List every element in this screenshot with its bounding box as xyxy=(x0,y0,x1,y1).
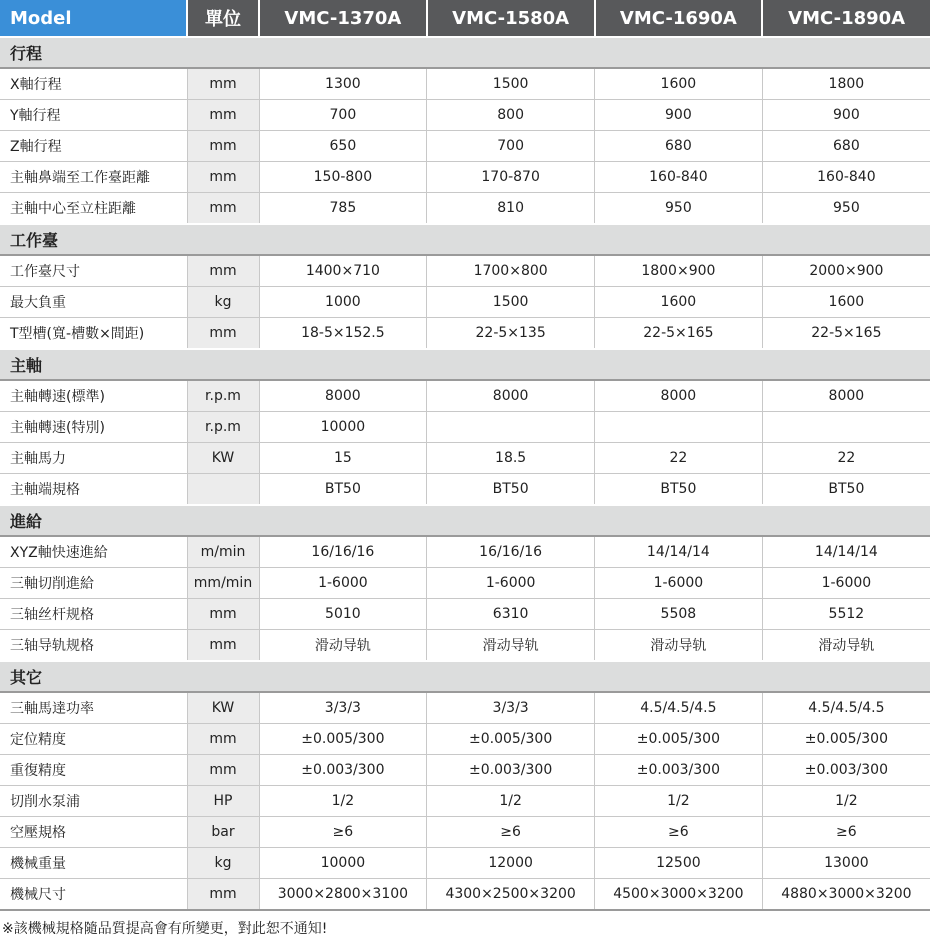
spec-label: Z軸行程 xyxy=(0,131,187,162)
spec-value: 1300 xyxy=(259,68,427,100)
spec-value: ≥6 xyxy=(427,817,595,848)
table-row xyxy=(0,255,930,287)
spec-value: ≥6 xyxy=(259,817,427,848)
spec-label: 主軸鼻端至工作臺距離 xyxy=(0,162,187,193)
model-column-header: VMC-1370A xyxy=(259,0,427,37)
spec-value: 800 xyxy=(427,100,595,131)
spec-label: 機械尺寸 xyxy=(0,879,187,911)
spec-unit: mm xyxy=(187,68,259,100)
spec-value: 3/3/3 xyxy=(259,692,427,724)
table-row xyxy=(0,380,930,412)
model-column-header: VMC-1890A xyxy=(762,0,930,37)
table-row xyxy=(0,786,930,817)
table-row xyxy=(0,755,930,786)
spec-value: 4.5/4.5/4.5 xyxy=(762,692,930,724)
spec-value: 8000 xyxy=(259,380,427,412)
spec-value: 1/2 xyxy=(427,786,595,817)
spec-value: 22-5×135 xyxy=(427,318,595,350)
spec-value: ±0.003/300 xyxy=(595,755,763,786)
spec-value: 700 xyxy=(427,131,595,162)
spec-value: 1000 xyxy=(259,287,427,318)
table-row xyxy=(0,443,930,474)
spec-value: 滑动导轨 xyxy=(427,630,595,662)
spec-value: 1-6000 xyxy=(427,568,595,599)
spec-value: 1800×900 xyxy=(595,255,763,287)
spec-unit: mm xyxy=(187,255,259,287)
spec-label: 主軸馬力 xyxy=(0,443,187,474)
spec-value: 1400×710 xyxy=(259,255,427,287)
spec-value: 5512 xyxy=(762,599,930,630)
spec-value: 22 xyxy=(595,443,763,474)
spec-value: 160-840 xyxy=(595,162,763,193)
spec-value: 10000 xyxy=(259,848,427,879)
table-row xyxy=(0,879,930,911)
spec-unit: mm xyxy=(187,318,259,350)
spec-label: 機械重量 xyxy=(0,848,187,879)
spec-unit: mm xyxy=(187,879,259,911)
spec-label: 三轴丝杆规格 xyxy=(0,599,187,630)
spec-value: 8000 xyxy=(595,380,763,412)
spec-value: 700 xyxy=(259,100,427,131)
spec-value: 10000 xyxy=(259,412,427,443)
spec-value: 14/14/14 xyxy=(595,536,763,568)
spec-label: 主軸中心至立柱距離 xyxy=(0,193,187,225)
spec-value: 1500 xyxy=(427,287,595,318)
spec-value: 1/2 xyxy=(595,786,763,817)
spec-unit: mm xyxy=(187,724,259,755)
spec-value: 16/16/16 xyxy=(427,536,595,568)
spec-unit: kg xyxy=(187,287,259,318)
spec-unit: HP xyxy=(187,786,259,817)
spec-unit: mm xyxy=(187,755,259,786)
footnote: ※該機械規格隨品質提高會有所變更，對此恕不通知! xyxy=(2,921,328,937)
spec-value: 6310 xyxy=(427,599,595,630)
spec-value xyxy=(595,412,763,443)
spec-value: 150-800 xyxy=(259,162,427,193)
table-row xyxy=(0,536,930,568)
spec-value: 4880×3000×3200 xyxy=(762,879,930,911)
spec-label: 主軸端規格 xyxy=(0,474,187,506)
spec-label: 三轴导轨规格 xyxy=(0,630,187,662)
spec-value: ±0.003/300 xyxy=(762,755,930,786)
section-title: 進給 xyxy=(0,505,930,536)
spec-unit: mm xyxy=(187,162,259,193)
spec-value: 22-5×165 xyxy=(762,318,930,350)
spec-value: 2000×900 xyxy=(762,255,930,287)
spec-value: 4300×2500×3200 xyxy=(427,879,595,911)
table-row xyxy=(0,599,930,630)
spec-value: 1/2 xyxy=(259,786,427,817)
spec-value: 680 xyxy=(762,131,930,162)
spec-value: 650 xyxy=(259,131,427,162)
spec-value: 900 xyxy=(595,100,763,131)
spec-label: 主軸轉速(標準) xyxy=(0,380,187,412)
table-row xyxy=(0,100,930,131)
section-title: 主軸 xyxy=(0,349,930,380)
table-row xyxy=(0,630,930,662)
spec-value: 12000 xyxy=(427,848,595,879)
spec-value: 1500 xyxy=(427,68,595,100)
section-header-row xyxy=(0,224,930,255)
section-header-row xyxy=(0,37,930,68)
spec-value: 15 xyxy=(259,443,427,474)
spec-value: 22 xyxy=(762,443,930,474)
spec-value: 1600 xyxy=(595,68,763,100)
spec-unit: mm xyxy=(187,100,259,131)
table-row xyxy=(0,692,930,724)
spec-value: 18-5×152.5 xyxy=(259,318,427,350)
spec-value: 滑动导轨 xyxy=(595,630,763,662)
spec-unit xyxy=(187,474,259,506)
spec-unit: mm xyxy=(187,599,259,630)
header-row xyxy=(0,0,930,37)
table-row xyxy=(0,848,930,879)
spec-label: 三軸切削進給 xyxy=(0,568,187,599)
table-row xyxy=(0,318,930,350)
spec-value: BT50 xyxy=(259,474,427,506)
spec-unit: m/min xyxy=(187,536,259,568)
spec-body xyxy=(0,37,930,910)
spec-unit: KW xyxy=(187,443,259,474)
spec-value: 170-870 xyxy=(427,162,595,193)
spec-label: 主軸轉速(特別) xyxy=(0,412,187,443)
spec-value: 810 xyxy=(427,193,595,225)
spec-value: 1-6000 xyxy=(259,568,427,599)
spec-value: 1700×800 xyxy=(427,255,595,287)
model-header: Model xyxy=(0,0,187,37)
table-row xyxy=(0,193,930,225)
spec-value: 3000×2800×3100 xyxy=(259,879,427,911)
spec-value: 900 xyxy=(762,100,930,131)
spec-label: 切削水泵浦 xyxy=(0,786,187,817)
spec-value: 785 xyxy=(259,193,427,225)
spec-value: 22-5×165 xyxy=(595,318,763,350)
spec-label: 最大負重 xyxy=(0,287,187,318)
spec-value: 4500×3000×3200 xyxy=(595,879,763,911)
spec-label: 重復精度 xyxy=(0,755,187,786)
spec-value: 1/2 xyxy=(762,786,930,817)
spec-value: ±0.003/300 xyxy=(427,755,595,786)
spec-value: ±0.005/300 xyxy=(427,724,595,755)
spec-value: 1-6000 xyxy=(762,568,930,599)
table-row xyxy=(0,724,930,755)
spec-unit: bar xyxy=(187,817,259,848)
spec-value: 5508 xyxy=(595,599,763,630)
spec-value: 1600 xyxy=(762,287,930,318)
spec-label: 三軸馬達功率 xyxy=(0,692,187,724)
spec-unit: mm xyxy=(187,131,259,162)
spec-value: 1-6000 xyxy=(595,568,763,599)
spec-value: BT50 xyxy=(595,474,763,506)
spec-value: 滑动导轨 xyxy=(762,630,930,662)
spec-unit: mm/min xyxy=(187,568,259,599)
table-row xyxy=(0,131,930,162)
table-row xyxy=(0,287,930,318)
model-column-header: VMC-1580A xyxy=(427,0,595,37)
spec-value: ±0.005/300 xyxy=(762,724,930,755)
spec-value: 1800 xyxy=(762,68,930,100)
spec-value: 14/14/14 xyxy=(762,536,930,568)
spec-value: 950 xyxy=(762,193,930,225)
spec-unit: kg xyxy=(187,848,259,879)
section-title: 其它 xyxy=(0,661,930,692)
spec-value xyxy=(762,412,930,443)
spec-value: 18.5 xyxy=(427,443,595,474)
spec-label: XYZ軸快速進給 xyxy=(0,536,187,568)
table-row xyxy=(0,412,930,443)
spec-unit: mm xyxy=(187,630,259,662)
spec-label: X軸行程 xyxy=(0,68,187,100)
spec-value: ≥6 xyxy=(762,817,930,848)
spec-value: BT50 xyxy=(762,474,930,506)
spec-value: 滑动导轨 xyxy=(259,630,427,662)
model-column-header: VMC-1690A xyxy=(595,0,763,37)
section-header-row xyxy=(0,661,930,692)
spec-value: 5010 xyxy=(259,599,427,630)
spec-label: Y軸行程 xyxy=(0,100,187,131)
spec-unit: r.p.m xyxy=(187,380,259,412)
spec-label: T型槽(寬-槽數×間距) xyxy=(0,318,187,350)
spec-value: 3/3/3 xyxy=(427,692,595,724)
spec-value: 1600 xyxy=(595,287,763,318)
spec-value: 950 xyxy=(595,193,763,225)
section-header-row xyxy=(0,505,930,536)
spec-value: 13000 xyxy=(762,848,930,879)
spec-value: ±0.005/300 xyxy=(259,724,427,755)
section-title: 工作臺 xyxy=(0,224,930,255)
section-header-row xyxy=(0,349,930,380)
spec-value xyxy=(427,412,595,443)
spec-value: ≥6 xyxy=(595,817,763,848)
table-row xyxy=(0,162,930,193)
spec-value: 160-840 xyxy=(762,162,930,193)
spec-value: ±0.005/300 xyxy=(595,724,763,755)
spec-label: 空壓規格 xyxy=(0,817,187,848)
spec-value: 8000 xyxy=(427,380,595,412)
spec-value: 680 xyxy=(595,131,763,162)
spec-value: 16/16/16 xyxy=(259,536,427,568)
section-title: 行程 xyxy=(0,37,930,68)
spec-value: ±0.003/300 xyxy=(259,755,427,786)
table-row xyxy=(0,568,930,599)
table-row xyxy=(0,68,930,100)
unit-header: 單位 xyxy=(187,0,259,37)
spec-label: 定位精度 xyxy=(0,724,187,755)
spec-value: BT50 xyxy=(427,474,595,506)
table-row xyxy=(0,817,930,848)
spec-value: 4.5/4.5/4.5 xyxy=(595,692,763,724)
spec-unit: KW xyxy=(187,692,259,724)
table-row xyxy=(0,474,930,506)
spec-value: 12500 xyxy=(595,848,763,879)
spec-unit: r.p.m xyxy=(187,412,259,443)
spec-unit: mm xyxy=(187,193,259,225)
spec-value: 8000 xyxy=(762,380,930,412)
spec-label: 工作臺尺寸 xyxy=(0,255,187,287)
